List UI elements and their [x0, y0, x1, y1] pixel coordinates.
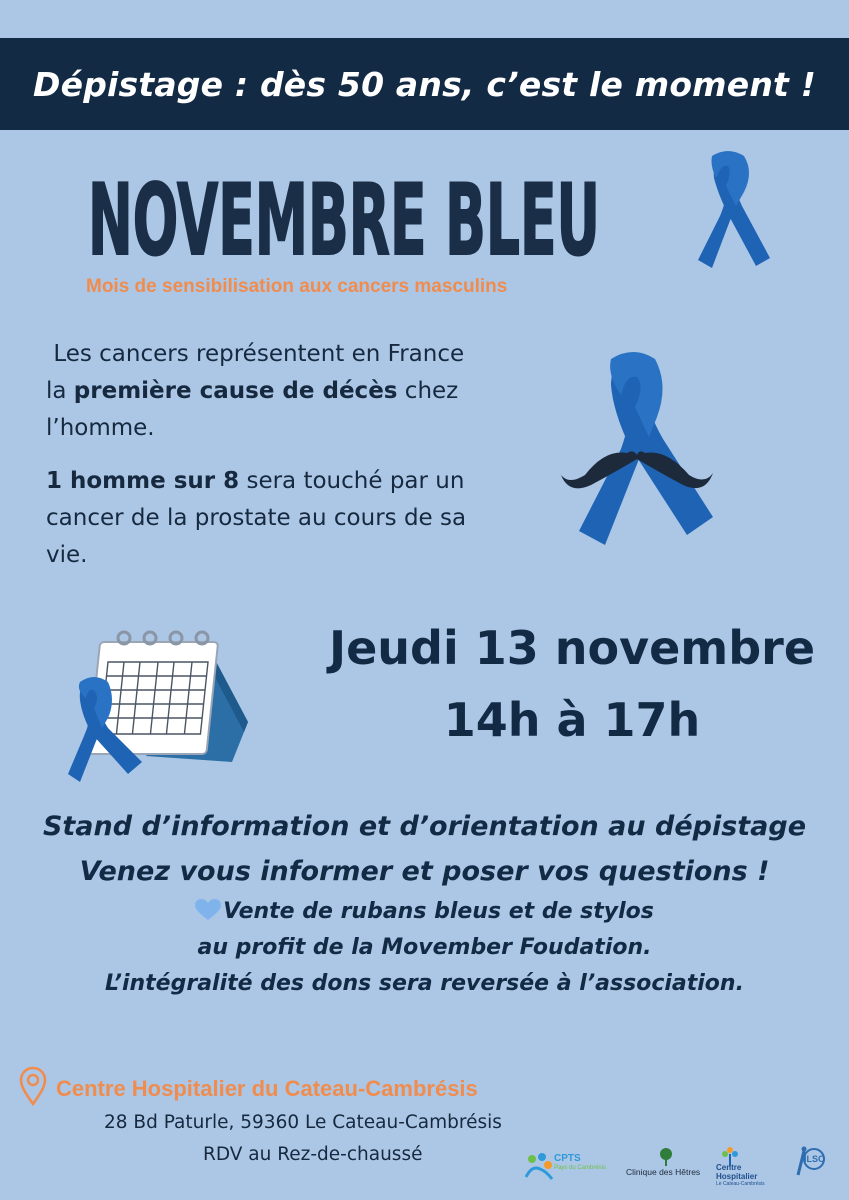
intro-text: [46, 336, 476, 590]
logo-cpts: [524, 1145, 607, 1185]
partner-logos: [520, 1145, 840, 1190]
stand-line-1: Stand d’information et d’orientation au dépistage: [42, 811, 807, 842]
cpts-sub: Pays du Cambrésis: [554, 1165, 607, 1171]
banner-text: Dépistage : dès 50 ans, c’est le moment !: [33, 64, 816, 104]
tree-icon: [656, 1147, 676, 1167]
cpts-label: CPTS: [554, 1153, 581, 1164]
stand-info: [0, 804, 849, 1002]
ilso-label: ILSO: [804, 1154, 826, 1164]
address-name: Centre Hospitalier du Cateau-Cambrésis: [56, 1076, 478, 1101]
intro-p2-text: sera touché par un cancer de la prostate au cours de sa vie.: [46, 468, 467, 568]
logo-clinique: [624, 1145, 706, 1185]
address-note: RDV au Rez-de-chaussé: [203, 1144, 423, 1165]
clinique-label: Clinique des Hêtres: [626, 1167, 701, 1177]
top-banner: [0, 38, 849, 130]
stand-line-4: au profit de la Movember Foudation.: [197, 935, 652, 960]
stand-line-3: Vente de rubans bleus et de stylos: [223, 899, 654, 924]
location-pin-icon: [18, 1066, 48, 1106]
ch-sub: Le Cateau-Cambrésis: [716, 1181, 765, 1187]
event-datetime: [295, 612, 849, 756]
ch-label: Centre Hospitalier: [716, 1163, 758, 1181]
stand-line-2: Venez vous informer et poser vos questions !: [79, 856, 770, 887]
address-street: 28 Bd Paturle, 59360 Le Cateau-Cambrésis: [104, 1112, 502, 1133]
subtitle: Mois de sensibilisation aux cancers masculins: [86, 276, 508, 297]
page-title: [86, 150, 606, 270]
event-date: Jeudi 13 novembre: [328, 621, 816, 675]
intro-p1-text: Les cancers représentent en France la: [46, 341, 465, 404]
stand-line-5: L’intégralité des dons sera reversée à l’association.: [105, 971, 744, 996]
intro-p1-bold: première cause de décès: [73, 378, 398, 404]
heart-icon: [195, 899, 221, 921]
calendar-icon: [62, 624, 252, 789]
intro-p1-end: chez l’homme.: [46, 378, 459, 441]
logo-ilso: [792, 1145, 836, 1185]
intro-p2-bold: 1 homme sur 8: [46, 468, 240, 494]
title-text: NOVEMBRE BLEU: [88, 164, 600, 270]
blue-ribbon-icon: [672, 148, 782, 288]
intro-paragraph-1: [46, 336, 476, 447]
logo-centre-hospitalier: [716, 1145, 788, 1185]
ribbon-mustache-icon: [555, 345, 725, 555]
cpts-people-icon: [524, 1151, 554, 1183]
intro-paragraph-2: [46, 463, 476, 574]
event-time: 14h à 17h: [443, 693, 701, 747]
stand-line-3-row: [0, 894, 849, 930]
